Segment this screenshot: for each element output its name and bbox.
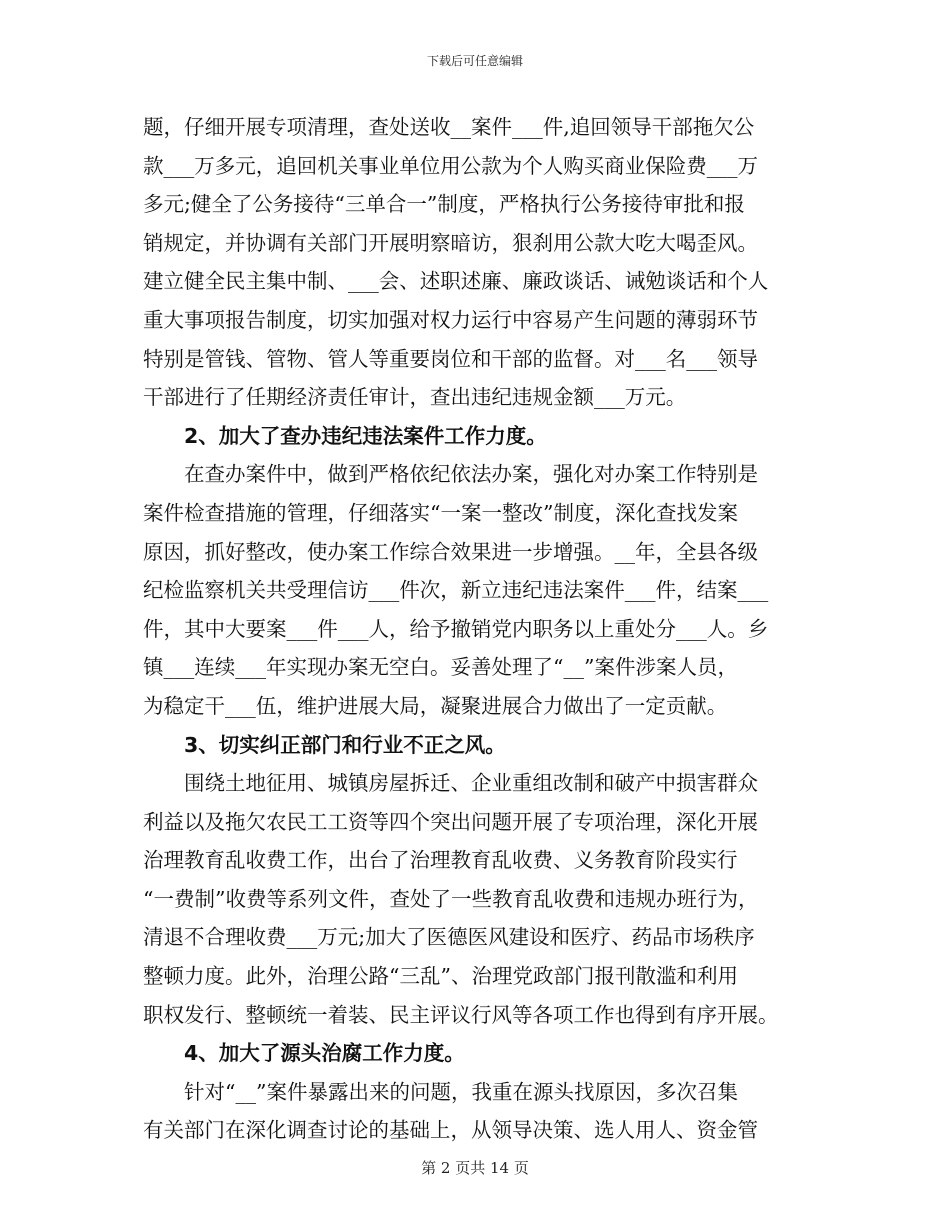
paragraph-line: “一费制”收费等系列文件，查处了一些教育乱收费和违规办班行为， [143,886,759,911]
paragraph-line: 件，其中大要案___件___人，给予撤销党内职务以上重处分___人。乡 [143,616,769,641]
page-number-footer: 第 2 页共 14 页 [421,1159,529,1177]
paragraph-line: 重大事项报告制度，切实加强对权力运行中容易产生问题的薄弱环节 [143,307,758,332]
paragraph-line: 特别是管钱、管物、管人等重要岗位和干部的监督。对___名___领导 [143,346,758,371]
paragraph-line: 在查办案件中，做到严格依纪依法办案，强化对办案工作特别是 [184,462,758,487]
paragraph-line: 题，仔细开展专项清理，查处送收__案件___件,追回领导干部拖欠公 [143,115,755,139]
paragraph-line: 建立健全民主集中制、___会、述职述廉、廉政谈话、诫勉谈话和个人 [143,269,769,294]
section-heading: 4、加大了源头治腐工作力度。 [184,1041,465,1066]
page-header: 下载后可任意编辑 [426,54,523,68]
paragraph-line: 干部进行了任期经济责任审计，查出违纪违规金额___万元。 [143,385,687,410]
paragraph-line: 职权发行、整顿统一着装、民主评议行风等各项工作也得到有序开展。 [143,1002,779,1027]
paragraph-line: 治理教育乱收费工作，出台了治理教育乱收费、义务教育阶段实行 [143,848,738,873]
paragraph-line: 镇___连续___年实现办案无空白。妥善处理了“__”案件涉案人员， [143,655,738,680]
paragraph-line: 针对“__”案件暴露出来的问题，我重在源头找原因，多次召集 [184,1079,738,1104]
paragraph-line: 整顿力度。此外，治理公路“三乱”、治理党政部门报刊散滥和利用 [143,964,738,989]
paragraph-line: 围绕土地征用、城镇房屋拆迁、企业重组改制和破产中损害群众 [184,771,758,796]
paragraph-line: 销规定，并协调有关部门开展明察暗访，狠刹用公款大吃大喝歪风。 [143,230,758,255]
paragraph-line: 清退不合理收费___万元;加大了医德医风建设和医疗、药品市场秩序 [143,925,755,950]
paragraph-line: 为稳定干___伍，维护进展大局，凝聚进展合力做出了一定贡献。 [143,693,728,718]
paragraph-line: 多元;健全了公务接待“三单合一”制度，严格执行公务接待审批和报 [143,192,745,217]
paragraph-line: 利益以及拖欠农民工工资等四个突出问题开展了专项治理，深化开展 [143,809,758,834]
document-body [143,108,823,1150]
section-heading: 2、加大了查办违纪违法案件工作力度。 [184,423,547,448]
paragraph-line: 原因，抓好整改，使办案工作综合效果进一步增强。__年，全县各级 [143,539,758,564]
paragraph-line: 案件检查措施的管理，仔细落实“一案一整改”制度，深化查找发案 [143,500,738,525]
paragraph-line: 有关部门在深化调查讨论的基础上，从领导决策、选人用人、资金管 [143,1118,758,1143]
paragraph-line: 款___万多元，追回机关事业单位用公款为个人购买商业保险费___万 [143,153,758,178]
section-heading: 3、切实纠正部门和行业不正之风。 [184,732,506,757]
paragraph-line: 纪检监察机关共受理信访___件次，新立违纪违法案件___件，结案___ [143,578,769,603]
